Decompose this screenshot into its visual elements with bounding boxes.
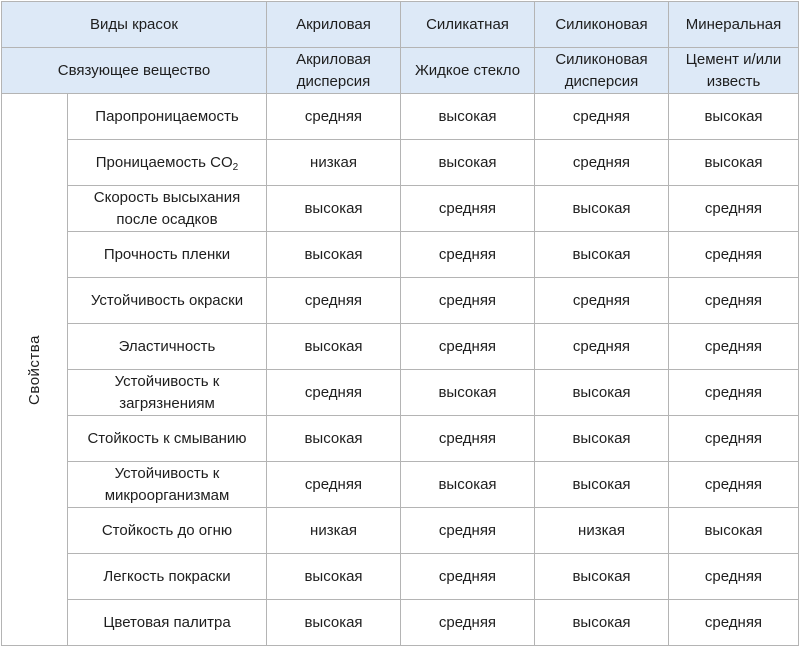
property-name-line: Стойкость до огню — [101, 521, 233, 539]
properties-side-label: Свойства — [25, 334, 43, 405]
table-row — [2, 600, 799, 646]
binder-silicone — [535, 48, 669, 94]
value-cell-silicate: средняя — [401, 416, 535, 462]
value-cell-silicate: средняя — [401, 600, 535, 646]
value-cell-silicone: высокая — [535, 186, 669, 232]
value-cell-silicate: средняя — [401, 508, 535, 554]
value-cell-acrylic: высокая — [267, 600, 401, 646]
value-cell-mineral: средняя — [669, 416, 799, 462]
value-cell-mineral: средняя — [669, 186, 799, 232]
binder-silicone-line-1: Силиконовая — [555, 50, 648, 68]
value-cell-acrylic: средняя — [267, 278, 401, 324]
property-name-line: Эластичность — [118, 337, 216, 355]
property-name-line: Легкость покраски — [103, 567, 231, 585]
value-cell-mineral: высокая — [669, 140, 799, 186]
value-cell-acrylic: высокая — [267, 186, 401, 232]
value-cell-silicone: средняя — [535, 324, 669, 370]
column-header-silicate: Силикатная — [401, 2, 535, 48]
value-cell-silicate: высокая — [401, 462, 535, 508]
value-cell-silicate: средняя — [401, 232, 535, 278]
column-header-acrylic: Акриловая — [267, 2, 401, 48]
paint-types-label: Виды красок — [2, 2, 267, 48]
table-row — [2, 94, 799, 140]
value-cell-silicate: средняя — [401, 324, 535, 370]
value-cell-silicate: высокая — [401, 94, 535, 140]
binder-silicate — [401, 48, 535, 94]
binder-acrylic — [267, 48, 401, 94]
property-name-line: Прочность пленки — [103, 245, 231, 263]
properties-side-label-cell — [2, 94, 68, 646]
value-cell-silicate: средняя — [401, 554, 535, 600]
value-cell-mineral: высокая — [669, 94, 799, 140]
value-cell-acrylic: низкая — [267, 508, 401, 554]
binder-mineral — [669, 48, 799, 94]
value-cell-acrylic: низкая — [267, 140, 401, 186]
property-name-line: Устойчивость к — [114, 464, 220, 482]
binder-mineral-line-1: Цемент и/или — [685, 50, 782, 68]
paint-comparison-table — [1, 1, 799, 646]
property-name-line: Стойкость к смыванию — [87, 429, 247, 447]
property-name — [68, 186, 267, 232]
property-name — [68, 278, 267, 324]
property-name — [68, 462, 267, 508]
property-name — [68, 140, 267, 186]
table-row — [2, 232, 799, 278]
property-name-line: загрязнениям — [119, 394, 215, 412]
value-cell-acrylic: высокая — [267, 324, 401, 370]
value-cell-mineral: средняя — [669, 278, 799, 324]
table-row — [2, 416, 799, 462]
property-name — [68, 600, 267, 646]
property-name — [68, 324, 267, 370]
value-cell-silicate: высокая — [401, 140, 535, 186]
table-row — [2, 508, 799, 554]
property-name-line: после осадков — [116, 210, 218, 228]
property-name-line: Скорость высыхания — [93, 188, 241, 206]
property-name-line: микроорганизмам — [104, 486, 230, 504]
value-cell-silicone: высокая — [535, 600, 669, 646]
column-header-silicone: Силиконовая — [535, 2, 669, 48]
column-header-mineral: Минеральная — [669, 2, 799, 48]
value-cell-silicone: высокая — [535, 370, 669, 416]
table-row — [2, 278, 799, 324]
value-cell-mineral: средняя — [669, 600, 799, 646]
property-name — [68, 554, 267, 600]
value-cell-acrylic: средняя — [267, 94, 401, 140]
header-row-paint-types — [2, 2, 799, 48]
table-row — [2, 140, 799, 186]
value-cell-acrylic: высокая — [267, 554, 401, 600]
value-cell-acrylic: средняя — [267, 370, 401, 416]
property-name — [68, 94, 267, 140]
binder-acrylic-line-1: Акриловая — [296, 50, 371, 68]
value-cell-silicate: средняя — [401, 278, 535, 324]
value-cell-acrylic: высокая — [267, 416, 401, 462]
value-cell-silicone: средняя — [535, 278, 669, 324]
property-name — [68, 370, 267, 416]
value-cell-silicate: высокая — [401, 370, 535, 416]
binder-silicone-line-2: дисперсия — [564, 72, 639, 90]
table-row — [2, 186, 799, 232]
value-cell-mineral: средняя — [669, 554, 799, 600]
table-row — [2, 370, 799, 416]
value-cell-silicone: средняя — [535, 140, 669, 186]
property-name-line: Устойчивость окраски — [90, 291, 244, 309]
property-name-line: Устойчивость к — [114, 372, 220, 390]
value-cell-silicone: высокая — [535, 416, 669, 462]
property-name-line: Паропроницаемость — [95, 107, 239, 125]
property-name-line: Проницаемость CO — [95, 153, 233, 171]
value-cell-mineral: средняя — [669, 462, 799, 508]
binder-mineral-line-2: известь — [706, 72, 761, 90]
binder-label: Связующее вещество — [2, 48, 267, 94]
binder-acrylic-line-2: дисперсия — [296, 72, 371, 90]
property-name — [68, 508, 267, 554]
property-name-line: Цветовая палитра — [103, 613, 231, 631]
value-cell-silicone: высокая — [535, 462, 669, 508]
value-cell-mineral: средняя — [669, 232, 799, 278]
value-cell-silicone: высокая — [535, 232, 669, 278]
value-cell-silicone: средняя — [535, 94, 669, 140]
table-row — [2, 554, 799, 600]
property-name — [68, 416, 267, 462]
property-name-subscript: 2 — [232, 161, 239, 173]
value-cell-silicone: высокая — [535, 554, 669, 600]
value-cell-silicate: средняя — [401, 186, 535, 232]
header-row-binders — [2, 48, 799, 94]
property-name — [68, 232, 267, 278]
value-cell-mineral: средняя — [669, 324, 799, 370]
table-row — [2, 324, 799, 370]
binder-silicate-line-1: Жидкое стекло — [414, 61, 521, 79]
value-cell-mineral: высокая — [669, 508, 799, 554]
value-cell-silicone: низкая — [535, 508, 669, 554]
value-cell-mineral: средняя — [669, 370, 799, 416]
table-row — [2, 462, 799, 508]
value-cell-acrylic: высокая — [267, 232, 401, 278]
value-cell-acrylic: средняя — [267, 462, 401, 508]
